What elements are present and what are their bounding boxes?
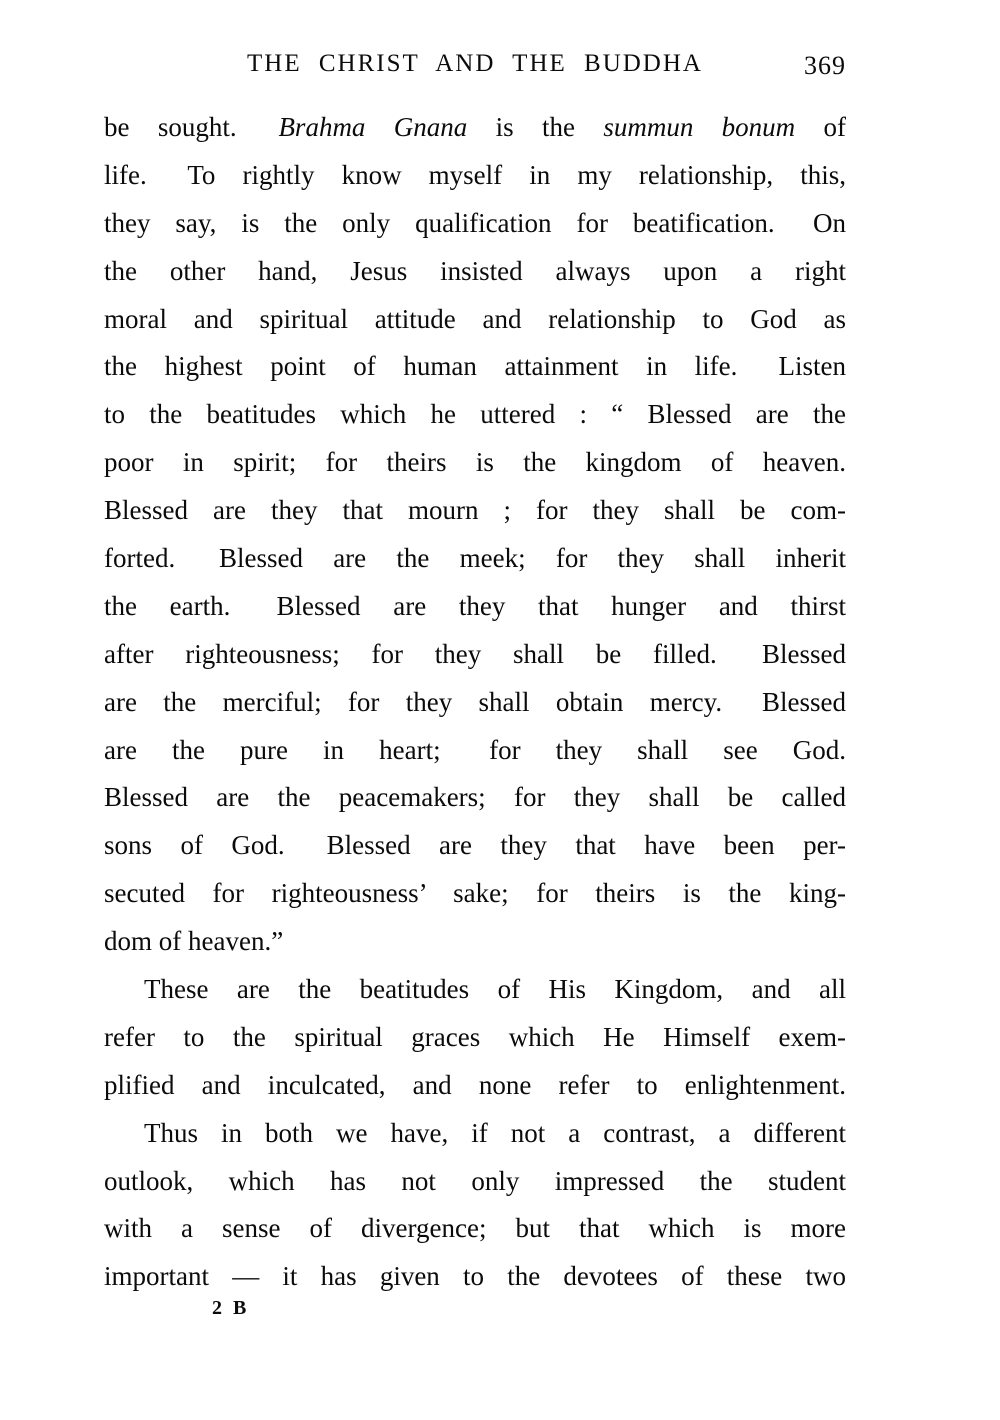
body-line: the earth. Blessed are they that hunger and thirst xyxy=(104,590,846,621)
printer-signature: 2 B xyxy=(212,1297,250,1319)
body-line: refer to the spiritual graces which He Himself exem- xyxy=(104,1021,846,1052)
body-line: after righteousness; for they shall be filled. Blessed xyxy=(104,638,846,669)
body-line-paragraph-end: dom of heaven.” xyxy=(104,926,284,957)
body-line: secuted for righteousness’ sake; for theirs is the king- xyxy=(104,878,846,909)
body-line: to the beatitudes which he uttered : “ Blessed are the xyxy=(104,399,846,430)
body-text xyxy=(104,104,846,1301)
body-line-paragraph-start: These are the beatitudes of His Kingdom, and all xyxy=(144,974,846,1005)
body-line: Blessed are the peacemakers; for they shall be called xyxy=(104,782,846,813)
body-line: Blessed are they that mourn ; for they shall be com- xyxy=(104,495,846,526)
body-line: important — it has given to the devotees of these two xyxy=(104,1261,846,1292)
body-line-segment: be sought. xyxy=(104,112,279,142)
body-line: forted. Blessed are the meek; for they shall inherit xyxy=(104,543,846,574)
body-line-segment: of xyxy=(795,112,846,142)
running-head-title: THE CHRIST AND THE BUDDHA xyxy=(247,50,703,77)
body-line: with a sense of divergence; but that which is more xyxy=(104,1213,846,1244)
body-line-segment-italic: Brahma Gnana xyxy=(278,112,468,142)
body-line: poor in spirit; for theirs is the kingdom of heaven. xyxy=(104,447,846,478)
body-line-segment: is the xyxy=(467,112,604,142)
page-header xyxy=(104,50,846,86)
page-number: 369 xyxy=(804,51,846,80)
body-line-paragraph-start: Thus in both we have, if not a contrast, a different xyxy=(144,1117,846,1148)
body-line xyxy=(104,104,846,152)
body-line: the other hand, Jesus insisted always upon a right xyxy=(104,255,846,286)
body-line: life. To rightly know myself in my relationship, this, xyxy=(104,159,846,190)
body-line: outlook, which has not only impressed the student xyxy=(104,1165,846,1196)
body-line-segment-italic: summun bonum xyxy=(603,112,796,142)
body-line: they say, is the only qualification for beatification. On xyxy=(104,207,846,238)
body-line: are the merciful; for they shall obtain mercy. Blessed xyxy=(104,686,846,717)
body-line: the highest point of human attainment in life. Listen xyxy=(104,351,846,382)
body-line: are the pure in heart; for they shall see God. xyxy=(104,734,846,765)
body-line: sons of God. Blessed are they that have been per- xyxy=(104,830,846,861)
body-line: plified and inculcated, and none refer to enlightenment. xyxy=(104,1069,846,1100)
body-line: moral and spiritual attitude and relationship to God as xyxy=(104,303,846,334)
